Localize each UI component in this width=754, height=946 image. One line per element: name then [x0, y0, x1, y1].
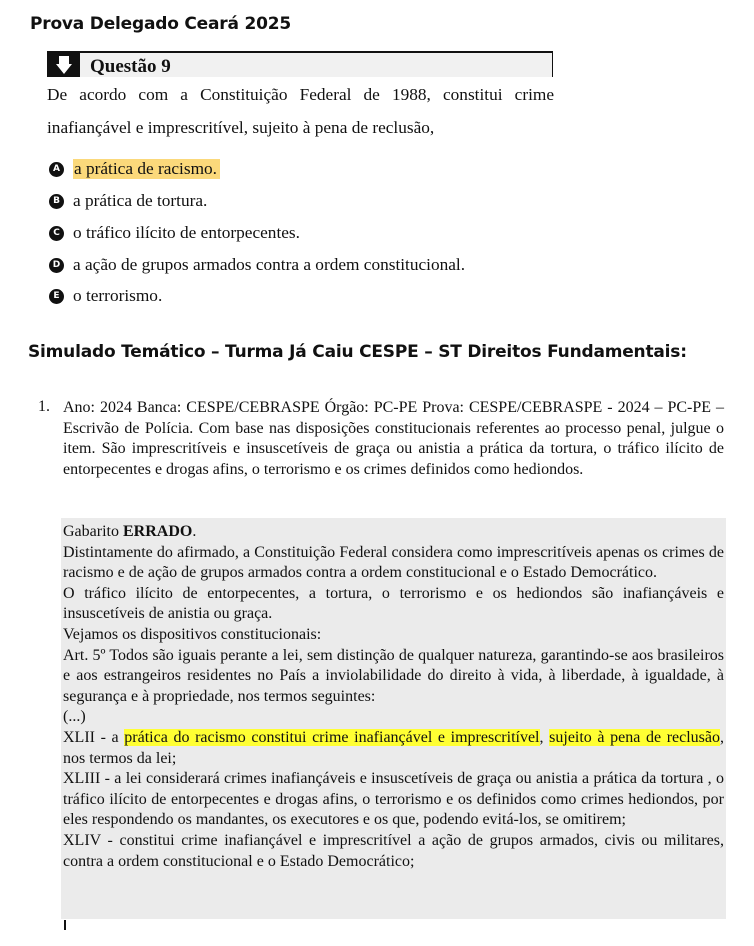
ellipsis-line: (...): [63, 708, 86, 726]
option-c[interactable]: [49, 222, 300, 244]
option-d-badge: D: [49, 258, 64, 273]
answer-paragraph-3: Vejamos os dispositivos constitucionais:: [63, 625, 322, 643]
inciso-xliv: XLIV - constitui crime inafiançável e imprescritível a ação de grupos armados, civis ou militares, contra a ordem constitucional e o Estado Democrático;: [63, 831, 724, 870]
inciso-xlii: [63, 728, 724, 769]
option-c-text: o tráfico ilícito de entorpecentes.: [73, 223, 300, 242]
option-a[interactable]: [49, 158, 220, 180]
item-number: 1.: [38, 398, 50, 415]
xlii-mid: ,: [539, 728, 550, 746]
option-b-badge: B: [49, 194, 64, 209]
option-d[interactable]: [49, 254, 465, 276]
gabarito-line: [63, 522, 724, 543]
option-d-text: a ação de grupos armados contra a ordem constitucional.: [73, 255, 466, 274]
xlii-prefix: XLII - a: [63, 728, 125, 746]
section-title: Simulado Temático – Turma Já Caiu CESPE – ST Direitos Fundamentais:: [28, 342, 687, 362]
option-c-badge: C: [49, 226, 64, 241]
gabarito-value: ERRADO: [122, 523, 193, 540]
question-label: Questão 9: [90, 56, 171, 77]
option-e-badge: E: [49, 289, 64, 304]
question-header: [47, 51, 553, 77]
item-statement: Ano: 2024 Banca: CESPE/CEBRASPE Órgão: PC-PE Prova: CESPE/CEBRASPE - 2024 – PC-PE – Escrivão de Polícia. Com base nas disposições constitucionais referentes ao processo penal, julgue o item. São imprescritíveis e insuscetíveis de graça ou anistia a prática da tortura, o tráfico ilícito de entorpecentes e drogas afins, o terrorismo e os crimes definidos como hediondos.: [63, 399, 724, 478]
text-cursor: [64, 920, 66, 930]
inciso-xliii: XLIII - a lei considerará crimes inafiançáveis e insuscetíveis de graça ou anistia a prática da tortura , o tráfico ilícito de entorpecentes e drogas afins, o terrorismo e os definidos como crimes hediondos, por eles respondendo os mandantes, os executores e os que, podendo evitá-los, se omitirem;: [63, 770, 724, 829]
answer-paragraph-1: Distintamente do afirmado, a Constituição Federal considera como imprescritíveis apenas os crimes de racismo e de ação de grupos armados contra a ordem constitucional e o Estado Democrático.: [63, 543, 724, 582]
option-a-text: a prática de racismo.: [73, 159, 220, 179]
page-title: Prova Delegado Ceará 2025: [30, 14, 291, 34]
gabarito-suffix: .: [192, 523, 197, 540]
option-e[interactable]: [49, 285, 162, 307]
question-stem: De acordo com a Constituição Federal de 1988, constitui crime inafiançável e imprescritível, sujeito à pena de reclusão,: [47, 85, 554, 137]
xlii-highlight-2: sujeito à pena de reclusão: [549, 728, 721, 746]
option-b-text: a prática de tortura.: [73, 191, 208, 210]
gabarito-prefix: Gabarito: [63, 523, 123, 540]
article-5-caput: Art. 5º Todos são iguais perante a lei, sem distinção de qualquer natureza, garantindo-se aos brasileiros e aos estrangeiros residentes no País a inviolabilidade do direito à vida, à liberdade, à igualdade, à segurança e à propriedade, nos termos seguintes:: [63, 646, 724, 705]
xlii-highlight-1: prática do racismo constitui crime inafiançável e imprescritível: [124, 728, 540, 746]
down-arrow-icon: [47, 53, 80, 77]
option-a-badge: A: [49, 162, 64, 177]
option-b[interactable]: [49, 190, 207, 212]
xlii-suffix: , nos termos da lei;: [63, 728, 725, 767]
answer-content: [63, 522, 724, 872]
answer-paragraph-2: O tráfico ilícito de entorpecentes, a tortura, o terrorismo e os hediondos são inafiançáveis e insuscetíveis de anistia ou graça.: [63, 584, 724, 623]
option-e-text: o terrorismo.: [73, 286, 163, 305]
